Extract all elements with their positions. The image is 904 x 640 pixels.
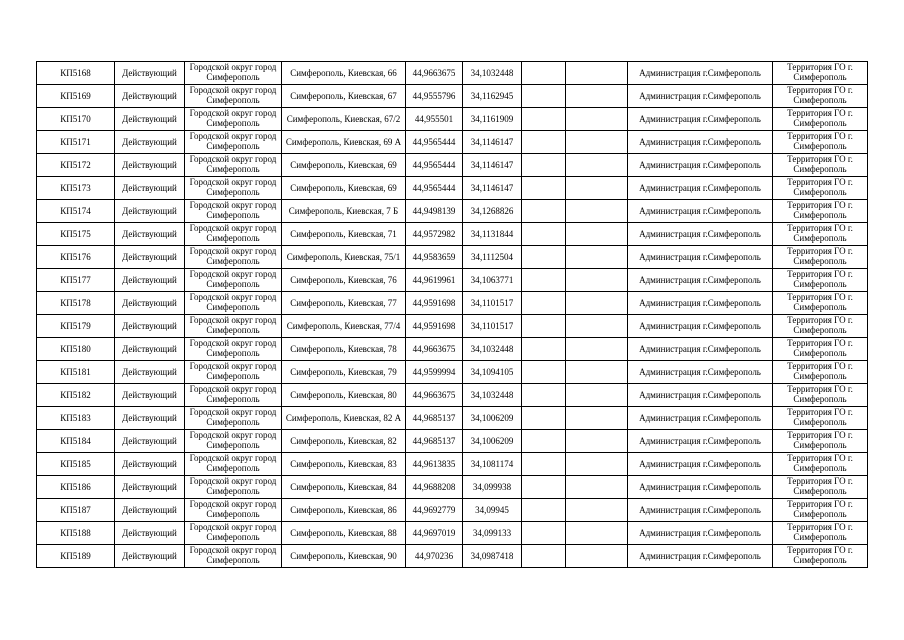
cell-address: Симферополь, Киевская, 75/1 <box>282 246 406 269</box>
cell-owner: Администрация г.Симферополь <box>628 62 773 85</box>
cell-owner: Администрация г.Симферополь <box>628 361 773 384</box>
cell-code: КП5189 <box>37 545 115 568</box>
table-row <box>37 62 868 85</box>
cell-owner: Администрация г.Симферополь <box>628 499 773 522</box>
cell-empty1 <box>522 131 566 154</box>
table-row <box>37 154 868 177</box>
cell-code: КП5170 <box>37 108 115 131</box>
cell-owner: Администрация г.Симферополь <box>628 292 773 315</box>
cell-empty2 <box>566 131 628 154</box>
cell-empty1 <box>522 292 566 315</box>
cell-longitude: 34,1006209 <box>463 407 522 430</box>
table-row <box>37 453 868 476</box>
cell-status: Действующий <box>115 453 185 476</box>
cell-municipality: Городской округ город Симферополь <box>185 407 282 430</box>
cell-status: Действующий <box>115 315 185 338</box>
cell-owner: Администрация г.Симферополь <box>628 177 773 200</box>
cell-empty1 <box>522 200 566 223</box>
table-row <box>37 292 868 315</box>
cell-code: КП5169 <box>37 85 115 108</box>
cell-empty2 <box>566 407 628 430</box>
cell-status: Действующий <box>115 246 185 269</box>
cell-latitude: 44,9613835 <box>406 453 463 476</box>
cell-address: Симферополь, Киевская, 66 <box>282 62 406 85</box>
cell-latitude: 44,955501 <box>406 108 463 131</box>
cell-latitude: 44,9498139 <box>406 200 463 223</box>
cell-address: Симферополь, Киевская, 77/4 <box>282 315 406 338</box>
cell-owner: Администрация г.Симферополь <box>628 269 773 292</box>
cell-empty2 <box>566 499 628 522</box>
cell-empty1 <box>522 338 566 361</box>
cell-address: Симферополь, Киевская, 67 <box>282 85 406 108</box>
cell-longitude: 34,1094105 <box>463 361 522 384</box>
cell-address: Симферополь, Киевская, 82 <box>282 430 406 453</box>
cell-municipality: Городской округ город Симферополь <box>185 200 282 223</box>
cell-municipality: Городской округ город Симферополь <box>185 131 282 154</box>
cell-status: Действующий <box>115 338 185 361</box>
cell-longitude: 34,1146147 <box>463 154 522 177</box>
cell-owner: Администрация г.Симферополь <box>628 453 773 476</box>
cell-empty2 <box>566 85 628 108</box>
cell-address: Симферополь, Киевская, 69 <box>282 177 406 200</box>
cell-empty2 <box>566 154 628 177</box>
cell-empty2 <box>566 108 628 131</box>
cell-status: Действующий <box>115 545 185 568</box>
cell-status: Действующий <box>115 499 185 522</box>
cell-longitude: 34,099938 <box>463 476 522 499</box>
cell-latitude: 44,9688208 <box>406 476 463 499</box>
cell-address: Симферополь, Киевская, 79 <box>282 361 406 384</box>
cell-empty2 <box>566 315 628 338</box>
table-body <box>37 62 868 568</box>
cell-longitude: 34,1112504 <box>463 246 522 269</box>
cell-latitude: 44,9685137 <box>406 407 463 430</box>
cell-empty2 <box>566 361 628 384</box>
cell-empty2 <box>566 522 628 545</box>
cell-code: КП5176 <box>37 246 115 269</box>
cell-empty1 <box>522 499 566 522</box>
cell-status: Действующий <box>115 223 185 246</box>
cell-owner: Администрация г.Симферополь <box>628 384 773 407</box>
cell-code: КП5187 <box>37 499 115 522</box>
cell-status: Действующий <box>115 108 185 131</box>
table-row <box>37 108 868 131</box>
cell-address: Симферополь, Киевская, 78 <box>282 338 406 361</box>
cell-territory: Территория ГО г. Симферополь <box>773 361 868 384</box>
cell-code: КП5177 <box>37 269 115 292</box>
cell-territory: Территория ГО г. Симферополь <box>773 545 868 568</box>
cell-longitude: 34,1161909 <box>463 108 522 131</box>
cell-status: Действующий <box>115 269 185 292</box>
cell-empty2 <box>566 223 628 246</box>
cell-longitude: 34,1146147 <box>463 131 522 154</box>
cell-municipality: Городской округ город Симферополь <box>185 430 282 453</box>
cell-address: Симферополь, Киевская, 82 А <box>282 407 406 430</box>
cell-longitude: 34,1162945 <box>463 85 522 108</box>
cell-owner: Администрация г.Симферополь <box>628 154 773 177</box>
cell-latitude: 44,9572982 <box>406 223 463 246</box>
cell-municipality: Городской округ город Симферополь <box>185 453 282 476</box>
cell-latitude: 44,9663675 <box>406 62 463 85</box>
cell-address: Симферополь, Киевская, 84 <box>282 476 406 499</box>
cell-territory: Территория ГО г. Симферополь <box>773 407 868 430</box>
cell-address: Симферополь, Киевская, 77 <box>282 292 406 315</box>
document-page <box>36 61 868 568</box>
cell-code: КП5180 <box>37 338 115 361</box>
table-row <box>37 315 868 338</box>
cell-territory: Территория ГО г. Симферополь <box>773 499 868 522</box>
cell-territory: Территория ГО г. Симферополь <box>773 108 868 131</box>
cell-longitude: 34,1032448 <box>463 338 522 361</box>
cell-address: Симферополь, Киевская, 69 <box>282 154 406 177</box>
cell-municipality: Городской округ город Симферополь <box>185 223 282 246</box>
cell-municipality: Городской округ город Симферополь <box>185 476 282 499</box>
cell-empty2 <box>566 292 628 315</box>
table-row <box>37 361 868 384</box>
cell-territory: Территория ГО г. Симферополь <box>773 338 868 361</box>
cell-municipality: Городской округ город Симферополь <box>185 108 282 131</box>
cell-empty1 <box>522 108 566 131</box>
cell-municipality: Городской округ город Симферополь <box>185 361 282 384</box>
table-row <box>37 545 868 568</box>
cell-code: КП5168 <box>37 62 115 85</box>
cell-owner: Администрация г.Симферополь <box>628 522 773 545</box>
cell-empty2 <box>566 476 628 499</box>
cell-code: КП5179 <box>37 315 115 338</box>
cell-code: КП5175 <box>37 223 115 246</box>
cell-empty2 <box>566 269 628 292</box>
cell-status: Действующий <box>115 522 185 545</box>
cell-address: Симферополь, Киевская, 76 <box>282 269 406 292</box>
cell-latitude: 44,970236 <box>406 545 463 568</box>
table-row <box>37 338 868 361</box>
cell-longitude: 34,1032448 <box>463 62 522 85</box>
cell-empty1 <box>522 154 566 177</box>
cell-territory: Территория ГО г. Симферополь <box>773 269 868 292</box>
cell-territory: Территория ГО г. Симферополь <box>773 85 868 108</box>
cell-empty2 <box>566 200 628 223</box>
cell-territory: Территория ГО г. Симферополь <box>773 154 868 177</box>
cell-owner: Администрация г.Симферополь <box>628 131 773 154</box>
cell-empty1 <box>522 545 566 568</box>
table-row <box>37 200 868 223</box>
cell-latitude: 44,9619961 <box>406 269 463 292</box>
cell-latitude: 44,9565444 <box>406 177 463 200</box>
cell-empty1 <box>522 62 566 85</box>
cell-territory: Территория ГО г. Симферополь <box>773 177 868 200</box>
cell-empty1 <box>522 476 566 499</box>
cell-municipality: Городской округ город Симферополь <box>185 62 282 85</box>
cell-status: Действующий <box>115 407 185 430</box>
cell-municipality: Городской округ город Симферополь <box>185 292 282 315</box>
cell-empty1 <box>522 246 566 269</box>
cell-empty1 <box>522 453 566 476</box>
cell-owner: Администрация г.Симферополь <box>628 246 773 269</box>
table-row <box>37 246 868 269</box>
table-row <box>37 85 868 108</box>
cell-longitude: 34,1032448 <box>463 384 522 407</box>
cell-empty2 <box>566 177 628 200</box>
cell-latitude: 44,9591698 <box>406 315 463 338</box>
cell-empty1 <box>522 430 566 453</box>
cell-municipality: Городской округ город Симферополь <box>185 384 282 407</box>
cell-status: Действующий <box>115 131 185 154</box>
cell-status: Действующий <box>115 430 185 453</box>
cell-empty1 <box>522 407 566 430</box>
registry-table <box>36 61 868 568</box>
cell-territory: Территория ГО г. Симферополь <box>773 384 868 407</box>
cell-address: Симферополь, Киевская, 71 <box>282 223 406 246</box>
table-row <box>37 384 868 407</box>
cell-code: КП5184 <box>37 430 115 453</box>
cell-owner: Администрация г.Симферополь <box>628 315 773 338</box>
cell-status: Действующий <box>115 384 185 407</box>
cell-status: Действующий <box>115 85 185 108</box>
table-row <box>37 269 868 292</box>
cell-latitude: 44,9565444 <box>406 131 463 154</box>
cell-longitude: 34,1268826 <box>463 200 522 223</box>
cell-owner: Администрация г.Симферополь <box>628 108 773 131</box>
cell-status: Действующий <box>115 292 185 315</box>
cell-territory: Территория ГО г. Симферополь <box>773 430 868 453</box>
cell-address: Симферополь, Киевская, 88 <box>282 522 406 545</box>
cell-owner: Администрация г.Симферополь <box>628 223 773 246</box>
cell-code: КП5181 <box>37 361 115 384</box>
cell-longitude: 34,1081174 <box>463 453 522 476</box>
cell-address: Симферополь, Киевская, 69 А <box>282 131 406 154</box>
cell-empty2 <box>566 246 628 269</box>
cell-empty1 <box>522 384 566 407</box>
cell-municipality: Городской округ город Симферополь <box>185 499 282 522</box>
cell-territory: Территория ГО г. Симферополь <box>773 453 868 476</box>
cell-latitude: 44,9591698 <box>406 292 463 315</box>
cell-owner: Администрация г.Симферополь <box>628 430 773 453</box>
table-row <box>37 407 868 430</box>
cell-longitude: 34,1101517 <box>463 292 522 315</box>
cell-municipality: Городской округ город Симферополь <box>185 315 282 338</box>
cell-status: Действующий <box>115 200 185 223</box>
table-row <box>37 223 868 246</box>
cell-status: Действующий <box>115 476 185 499</box>
cell-latitude: 44,9555796 <box>406 85 463 108</box>
table-row <box>37 131 868 154</box>
cell-owner: Администрация г.Симферополь <box>628 200 773 223</box>
table-row <box>37 476 868 499</box>
cell-status: Действующий <box>115 154 185 177</box>
cell-code: КП5173 <box>37 177 115 200</box>
table-row <box>37 499 868 522</box>
cell-address: Симферополь, Киевская, 86 <box>282 499 406 522</box>
cell-latitude: 44,9663675 <box>406 338 463 361</box>
cell-code: КП5188 <box>37 522 115 545</box>
cell-owner: Администрация г.Симферополь <box>628 338 773 361</box>
cell-territory: Территория ГО г. Симферополь <box>773 200 868 223</box>
cell-code: КП5172 <box>37 154 115 177</box>
cell-municipality: Городской округ город Симферополь <box>185 246 282 269</box>
cell-latitude: 44,9599994 <box>406 361 463 384</box>
cell-latitude: 44,9583659 <box>406 246 463 269</box>
cell-empty1 <box>522 85 566 108</box>
cell-owner: Администрация г.Симферополь <box>628 407 773 430</box>
cell-code: КП5178 <box>37 292 115 315</box>
cell-longitude: 34,1063771 <box>463 269 522 292</box>
cell-territory: Территория ГО г. Симферополь <box>773 223 868 246</box>
cell-longitude: 34,0987418 <box>463 545 522 568</box>
cell-territory: Территория ГО г. Симферополь <box>773 62 868 85</box>
cell-territory: Территория ГО г. Симферополь <box>773 476 868 499</box>
cell-longitude: 34,1146147 <box>463 177 522 200</box>
cell-territory: Территория ГО г. Симферополь <box>773 292 868 315</box>
cell-municipality: Городской округ город Симферополь <box>185 269 282 292</box>
cell-code: КП5186 <box>37 476 115 499</box>
cell-code: КП5182 <box>37 384 115 407</box>
cell-address: Симферополь, Киевская, 90 <box>282 545 406 568</box>
cell-status: Действующий <box>115 62 185 85</box>
cell-address: Симферополь, Киевская, 67/2 <box>282 108 406 131</box>
cell-empty1 <box>522 177 566 200</box>
cell-territory: Территория ГО г. Симферополь <box>773 315 868 338</box>
cell-empty1 <box>522 315 566 338</box>
cell-empty1 <box>522 223 566 246</box>
cell-code: КП5183 <box>37 407 115 430</box>
cell-municipality: Городской округ город Симферополь <box>185 154 282 177</box>
cell-municipality: Городской округ город Симферополь <box>185 338 282 361</box>
cell-longitude: 34,1101517 <box>463 315 522 338</box>
cell-owner: Администрация г.Симферополь <box>628 85 773 108</box>
cell-empty2 <box>566 338 628 361</box>
cell-longitude: 34,09945 <box>463 499 522 522</box>
cell-code: КП5185 <box>37 453 115 476</box>
table-row <box>37 430 868 453</box>
cell-code: КП5171 <box>37 131 115 154</box>
table-row <box>37 522 868 545</box>
cell-empty1 <box>522 361 566 384</box>
cell-status: Действующий <box>115 361 185 384</box>
table-row <box>37 177 868 200</box>
cell-municipality: Городской округ город Симферополь <box>185 545 282 568</box>
cell-territory: Территория ГО г. Симферополь <box>773 131 868 154</box>
cell-address: Симферополь, Киевская, 80 <box>282 384 406 407</box>
cell-territory: Территория ГО г. Симферополь <box>773 522 868 545</box>
cell-address: Симферополь, Киевская, 7 Б <box>282 200 406 223</box>
cell-owner: Администрация г.Симферополь <box>628 545 773 568</box>
cell-empty2 <box>566 545 628 568</box>
cell-territory: Территория ГО г. Симферополь <box>773 246 868 269</box>
cell-latitude: 44,9685137 <box>406 430 463 453</box>
cell-status: Действующий <box>115 177 185 200</box>
cell-longitude: 34,099133 <box>463 522 522 545</box>
cell-empty1 <box>522 522 566 545</box>
cell-latitude: 44,9692779 <box>406 499 463 522</box>
cell-municipality: Городской округ город Симферополь <box>185 522 282 545</box>
cell-latitude: 44,9663675 <box>406 384 463 407</box>
cell-longitude: 34,1006209 <box>463 430 522 453</box>
cell-empty2 <box>566 453 628 476</box>
cell-empty2 <box>566 430 628 453</box>
cell-municipality: Городской округ город Симферополь <box>185 177 282 200</box>
cell-code: КП5174 <box>37 200 115 223</box>
cell-empty2 <box>566 384 628 407</box>
cell-owner: Администрация г.Симферополь <box>628 476 773 499</box>
cell-longitude: 34,1131844 <box>463 223 522 246</box>
cell-municipality: Городской округ город Симферополь <box>185 85 282 108</box>
cell-latitude: 44,9697019 <box>406 522 463 545</box>
cell-latitude: 44,9565444 <box>406 154 463 177</box>
cell-empty2 <box>566 62 628 85</box>
cell-address: Симферополь, Киевская, 83 <box>282 453 406 476</box>
cell-empty1 <box>522 269 566 292</box>
